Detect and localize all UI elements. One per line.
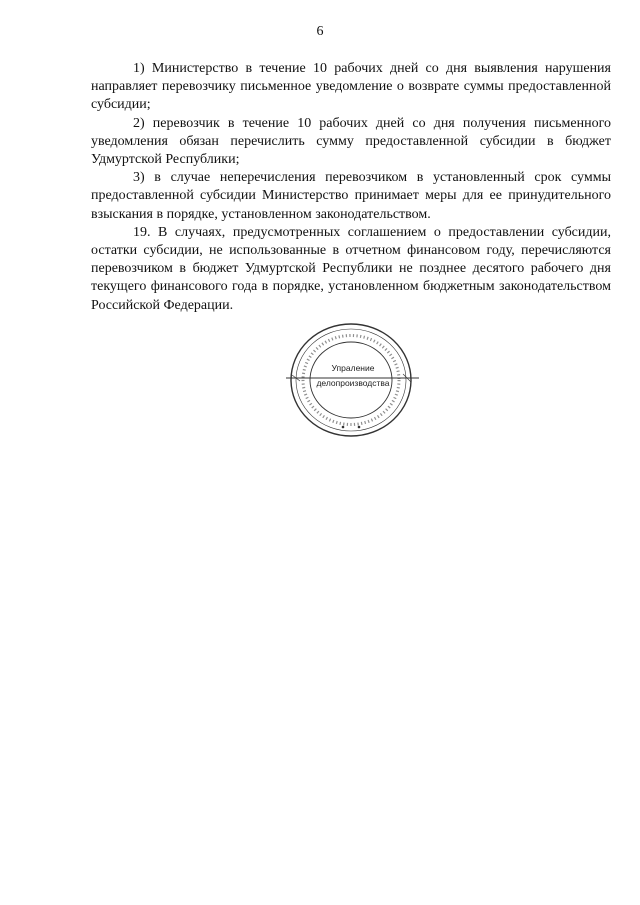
stamp-text-line2: делопроизводства bbox=[316, 378, 390, 388]
paragraph-item-3: 3) в случае неперечисления перевозчиком в установленный срок суммы предоставленной субсидии Министерство принимает меры для ее принудительного взыскания в порядке, установленном законодательством. bbox=[91, 170, 611, 222]
paragraph-19: 19. В случаях, предусмотренных соглашением о предоставлении субсидии, остатки субсидии, не использованные в отчетном финансовом году, перечисляются перевозчиком в бюджет Удмуртской Республики не позднее десятого рабочего дня текущего финансового года в порядке, установленном бюджетным законодательством Российской Федерации. bbox=[91, 224, 611, 313]
document-body bbox=[91, 60, 611, 315]
page-number: 6 bbox=[316, 24, 324, 39]
office-seal-stamp bbox=[282, 317, 422, 439]
paragraph-item-2: 2) перевозчик в течение 10 рабочих дней со дня получения письменного уведомления обязан перечислить сумму предоставленной субсидии в бюджет Удмуртской Республики; bbox=[91, 115, 611, 168]
stamp-text-line1: Упраление bbox=[331, 363, 375, 373]
paragraph-item-1: 1) Министерство в течение 10 рабочих дней со дня выявления нарушения направляет перевозчику письменное уведомление о возврате суммы предоставленной субсидии; bbox=[91, 61, 611, 113]
